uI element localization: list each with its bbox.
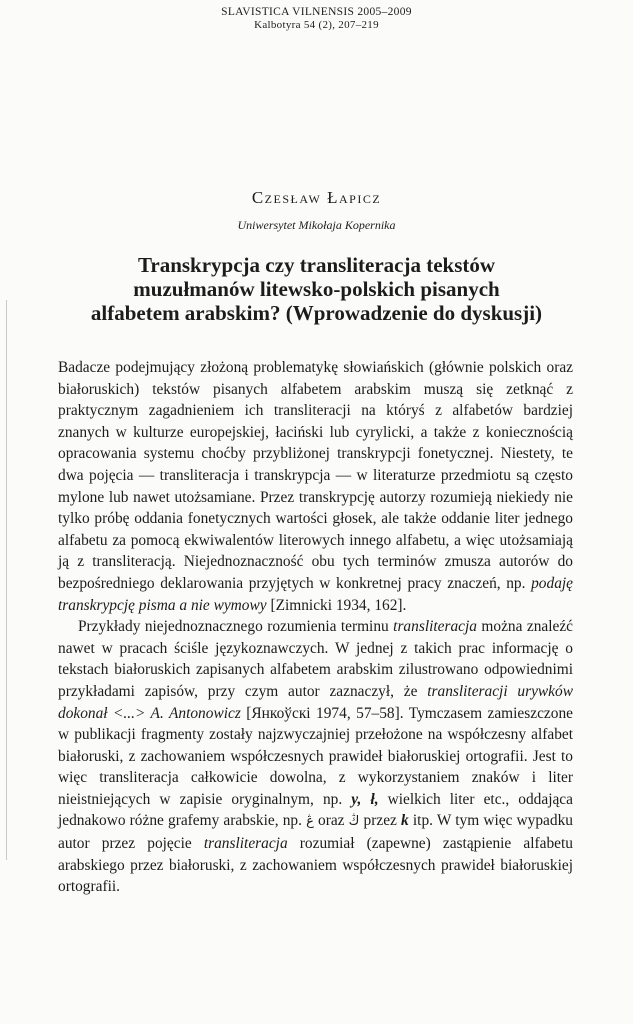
p2-text-7: itp. W tym więc wypadku autor przez pojęcie	[58, 812, 573, 853]
p1-quote: podaję transkrypcję pisma a nie wymowy	[58, 574, 573, 614]
p2-text-5: oraz	[318, 812, 345, 830]
title-line-2: muzułmanów litewsko-polskich pisanych	[133, 277, 500, 301]
p2-text-6: przez	[363, 812, 397, 830]
paragraph-2	[58, 616, 573, 898]
p2-text-4: wielkich liter etc., oddająca jednakowo różne grafemy arabskie, np.	[58, 790, 573, 830]
p1-citation: [Zimnicki 1934, 162].	[270, 596, 407, 614]
p2-term: transliteracja	[393, 618, 477, 636]
issue-pages: Kalbotyra 54 (2), 207–219	[254, 19, 379, 31]
author-name: Czesław Łapicz	[251, 188, 382, 207]
article-body	[58, 357, 573, 898]
p2-text-2: można znaleźć nawet w pracach ściśle językoznawczych. W jednej z takich prac informację o tekstach białoruskich zapisanych alfabetem arabskim zilustrowano odpowiednimi przykładami zapisów, przy czym autor zaznaczył, że	[58, 618, 573, 700]
p2-letter-l: ł,	[370, 790, 379, 808]
author-affiliation: Uniwersytet Mikołaja Kopernika	[237, 218, 396, 232]
p2-arabic-grapheme-2: ڭ	[348, 814, 360, 830]
title-line-3: alfabetem arabskim? (Wprowadzenie do dyskusji)	[90, 301, 543, 325]
p2-quote: transliteracji urywków dokonał <...> A. Antonowicz	[58, 682, 573, 722]
p2-term-2: transliteracja	[203, 835, 288, 853]
p2-arabic-grapheme-1: ڠ	[306, 814, 314, 830]
p2-text-8: rozumiał (zapewne) zastąpienie alfabetu arabskiego przez białoruski, z zachowaniem współczesnych prawideł białoruskiej ortografii.	[58, 835, 573, 896]
running-head	[0, 6, 633, 32]
p2-letter-k: k	[401, 812, 409, 830]
journal-name: SLAVISTICA VILNENSIS 2005–2009	[221, 6, 412, 18]
p2-text-3: [Янкоўскі 1974, 57–58]. Tymczasem zamieszczone w publikacji fragmenty zostały najzwyczajniej przełożone na współczesny alfabet białoruski, z zachowaniem współczesnych prawideł białoruskiej ortografii. Jest to więc transliteracja całkowicie dowolna, z wykorzystaniem znaków i liter nieistniejących w zapisie oryginalnym, np.	[58, 704, 573, 808]
p2-text-1: Przykłady niejednoznacznego rozumienia terminu	[78, 618, 389, 636]
article-title	[70, 253, 563, 325]
paragraph-1	[58, 357, 573, 616]
title-line-1: Transkrypcja czy transliteracja tekstów	[137, 253, 496, 277]
scan-edge-line	[6, 300, 7, 860]
p1-text: Badacze podejmujący złożoną problematykę słowiańskich (głównie polskich oraz białoruskich) tekstów pisanych alfabetem arabskim muszą się zetknąć z praktycznym zagadnieniem ich transliteracji na któryś z alfabetów bardziej znanych w kulturze europejskiej, łaciński lub cyrylicki, a także z koniecznością opracowania systemu choćby przybliżonej transkrypcji fonetycznej. Niestety, te dwa pojęcia — transliteracja i transkrypcja — w literaturze przedmiotu są często mylone lub nawet utożsamiane. Przez transkrypcję autorzy rozumieją niekiedy nie tylko próbę oddania fonetycznych wartości głosek, ale także oddanie liter jednego alfabetu za pomocą ekwiwalentów literowych innego alfabetu, a więc utożsamiają ją z transliteracją. Niejednoznaczność obu tych terminów zmusza autorów do bezpośredniego deklarowania przyjętych w konkretnej pracy znaczeń, np.	[58, 359, 573, 592]
p2-letter-y: y,	[351, 790, 362, 808]
